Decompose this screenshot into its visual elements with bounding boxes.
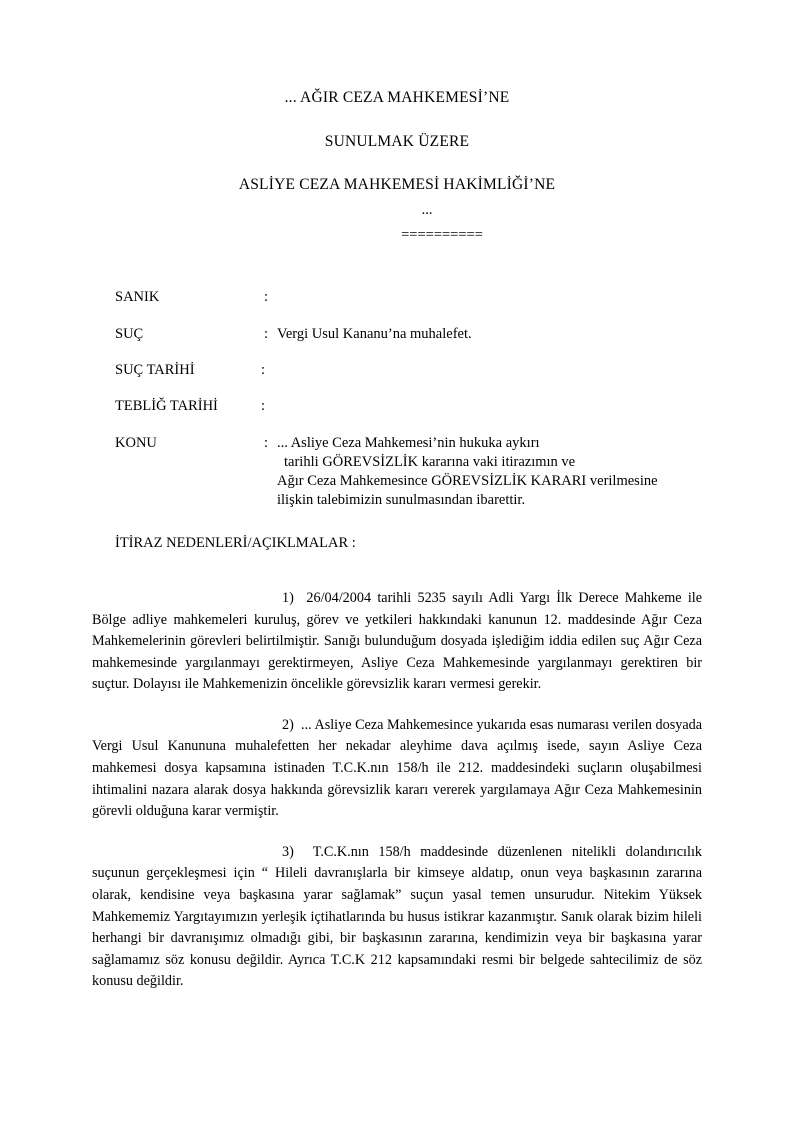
paragraph-1-number: 1)	[282, 590, 294, 606]
konu-line-2: tarihli GÖREVSİZLİK kararına vaki itirazımın ve	[284, 453, 576, 470]
heading-sunulmak-uzere: SUNULMAK ÜZERE	[324, 132, 470, 150]
field-label-teblig-tarihi: TEBLİĞ TARİHİ	[115, 398, 218, 414]
paragraph-2-number: 2)	[282, 716, 294, 733]
field-row-suc	[115, 325, 715, 361]
konu-line-4: ilişkin talebimizin sunulmasından ibarettir.	[277, 491, 526, 508]
field-colon-teblig-tarihi: :	[261, 398, 266, 414]
field-row-konu	[115, 434, 715, 508]
field-list	[115, 288, 715, 508]
case-reference-rule: ==========	[401, 226, 483, 243]
paragraph-3-text: T.C.K.nın 158/h maddesinde düzenlenen nitelikli dolandırıcılık suçunun gerçekleşmesi için “ Hileli davranışlarla bir kimseye aldatıp, onun veya başkasının zararına olarak, kendisine veya başkasına yarar sağlamak” suçun yasal temen unsurudur. Nitekim Yüksek Mahkememiz Yargıtayımızın yerleşik içtihatlarında bu husus istikrar kazanmıştır. Sanık olarak bizim hileli herhangi bir davranışımız olmadığı gibi, bir başkasının zararına, kendimizin veya bir başkasına yarar sağlamamız söz konusu değildir. Ayrıca T.C.K 212 kapsamındaki resmi bir belgede sahtecilimiz de söz konusu değildir.	[92, 843, 702, 990]
field-label-suc: SUÇ	[115, 326, 144, 342]
heading-agir-ceza-mahkemesine: ... AĞIR CEZA MAHKEMESİ’NE	[284, 89, 510, 106]
field-label-suc-tarihi: SUÇ TARİHİ	[115, 362, 195, 378]
paragraph-1-text: 26/04/2004 tarihli 5235 sayılı Adli Yargı İlk Derece Mahkeme ile Bölge adliye mahkemeleri kuruluş, görev ve yetkileri hakkındaki kanunun 12. maddesinde Ağır Ceza Mahkemelerinin görevleri belirtilmiştir. Sanığı bulunduğum dosyada işlediğim iddia edilen suç Ağır Ceza mahkemesinde yargılanmayı gerektirmeyen, Asliye Ceza Mahkemesinde yargılanmayı gerektiren bir suçtur. Dolayısı ile Mahkemenizin öncelikle görevsizlik kararı vermesi gerekir.	[92, 590, 702, 693]
field-label-konu: KONU	[115, 435, 157, 451]
document-header	[0, 90, 794, 193]
field-colon-suc: :	[264, 326, 269, 342]
body-paragraphs	[92, 588, 702, 993]
field-row-sanik	[115, 288, 715, 325]
heading-asliye-ceza-mahkemesi-hakimligine: ASLİYE CEZA MAHKEMESİ HAKİMLİĞİ’NE	[238, 176, 556, 193]
section-heading-itiraz-nedenleri: İTİRAZ NEDENLERİ/AÇIKLMALAR :	[115, 535, 356, 551]
field-colon-sanik: :	[264, 289, 269, 305]
case-reference-placeholder: ...	[421, 202, 433, 218]
field-value-konu	[277, 434, 747, 509]
field-label-sanik: SANIK	[115, 289, 160, 305]
paragraph-3-number: 3)	[282, 843, 294, 860]
paragraph-2-text: ... Asliye Ceza Mahkemesince yukarıda esas numarası verilen dosyada Vergi Usul Kanununa muhalefetten her nekadar aleyhime dava açılmış isede, sayın Asliye Ceza mahkemesi dosya kapsamına istinaden T.C.K.nın 158/h ile 212. maddesindeki suçların oluşabilmesi ihtimalini nazara alarak dosya hakkında görevsizlik kararı vererek yargılamaya Ağır Ceza Mahkemesinin görevli olduğuna karar vermiştir.	[92, 716, 703, 820]
konu-line-1: ... Asliye Ceza Mahkemesi’nin hukuka aykırı	[277, 435, 540, 451]
field-row-teblig-tarihi	[115, 397, 715, 434]
paragraph-2	[92, 715, 702, 823]
paragraph-1	[92, 588, 702, 696]
konu-line-3: Ağır Ceza Mahkemesince GÖREVSİZLİK KARARI verilmesine	[277, 472, 658, 489]
paragraph-3	[92, 842, 702, 993]
case-reference-block	[0, 203, 794, 242]
field-colon-suc-tarihi: :	[261, 362, 266, 378]
field-colon-konu: :	[264, 435, 269, 451]
field-row-suc-tarihi	[115, 361, 715, 397]
field-value-suc: Vergi Usul Kananu’na muhalefet.	[277, 326, 472, 342]
